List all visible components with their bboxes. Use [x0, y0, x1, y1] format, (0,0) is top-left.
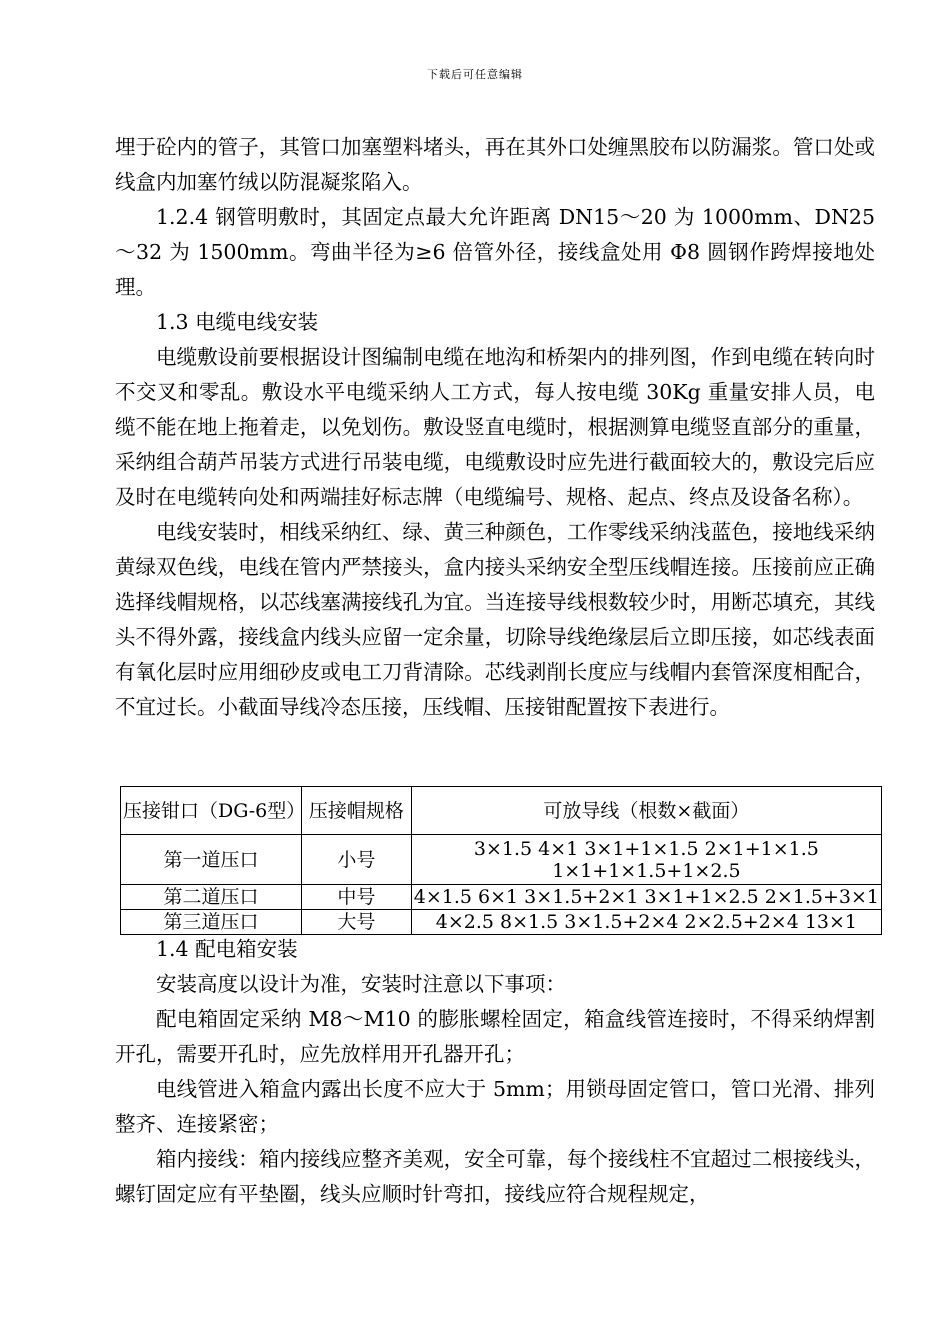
paragraph: 电线安装时，相线采纳红、绿、黄三种颜色，工作零线采纳浅蓝色，接地线采纳黄绿双色线，电线在管内严禁接头，盒内接头采纳安全型压线帽连接。压接前应正确选择线帽规格，以芯线塞满接线孔为宜。当连接导线根数较少时，用断芯填充，其线头不得外露，接线盒内线头应留一定余量，切除导线绝缘层后立即压接，如芯线表面有氧化层时应用细砂皮或电工刀背清除。芯线剥削长度应与线帽内套管深度相配合，不宜过长。小截面导线冷态压接，压线帽、压接钳配置按下表进行。: [115, 520, 875, 719]
table-cell: 4×2.5 8×1.5 3×1.5+2×4 2×2.5+2×4 13×1: [411, 910, 881, 935]
paragraph: 安装高度以设计为准，安装时注意以下事项：: [156, 972, 566, 996]
table-cell: 中号: [301, 885, 411, 910]
table-cell: 第一道压口: [121, 835, 302, 885]
table-cell: 4×1.5 6×1 3×1.5+2×1 3×1+1×2.5 2×1.5+3×1: [411, 885, 881, 910]
table-header-cell: 可放导线（根数×截面）: [411, 787, 881, 835]
table-cell: 第二道压口: [121, 885, 302, 910]
body-text-bottom: [115, 932, 875, 1212]
section-heading: 1.3 电缆电线安装: [156, 310, 319, 334]
paragraph: 箱内接线：箱内接线应整齐美观，安全可靠，每个接线柱不宜超过二根接线头，螺钉固定应有平垫圈，线头应顺时针弯扣，接线应符合规程规定，: [115, 1147, 875, 1206]
table-cell: 大号: [301, 910, 411, 935]
paragraph: 电线管进入箱盒内露出长度不应大于 5mm；用锁母固定管口，管口光滑、排列整齐、连接紧密；: [115, 1077, 875, 1136]
table-header-cell: 压接钳口（DG-6型）: [121, 787, 302, 835]
body-text-top: [115, 130, 875, 725]
table-cell-line: 1×1+1×1.5+1×2.5: [552, 859, 741, 882]
paragraph: 埋于砼内的管子，其管口加塞塑料堵头，再在其外口处缠黑胶布以防漏浆。管口处或线盒内加塞竹绒以防混凝浆陷入。: [115, 135, 875, 194]
paragraph: 电缆敷设前要根据设计图编制电缆在地沟和桥架内的排列图，作到电缆在转向时不交叉和零乱。敷设水平电缆采纳人工方式，每人按电缆 30Kg 重量安排人员，电缆不能在地上拖着走，以免划伤。敷设竖直电缆时，根据测算电缆竖直部分的重量，采纳组合葫芦吊装方式进行吊装电缆，电缆敷设时应先进行截面较大的，敷设完后应及时在电缆转向处和两端挂好标志牌（电缆编号、规格、起点、终点及设备名称）。: [115, 345, 875, 509]
table-row: [121, 885, 882, 910]
table-row: [121, 835, 882, 885]
table-header-row: [121, 787, 882, 835]
table-row: [121, 910, 882, 935]
table-cell: 第三道压口: [121, 910, 302, 935]
crimp-table: [120, 786, 882, 935]
page-header: 下载后可任意编辑: [427, 68, 523, 81]
table-cell-line: 3×1.5 4×1 3×1+1×1.5 2×1+1×1.5: [473, 837, 819, 860]
paragraph: 配电箱固定采纳 M8～M10 的膨胀螺栓固定，箱盒线管连接时，不得采纳焊割开孔，需要开孔时，应先放样用开孔器开孔；: [115, 1007, 875, 1066]
table-cell: [411, 835, 881, 885]
paragraph: 1.2.4 钢管明敷时，其固定点最大允许距离 DN15～20 为 1000mm、DN25～32 为 1500mm。弯曲半径为≥6 倍管外径，接线盒处用 Φ8 圆钢作跨焊接地处理。: [115, 205, 875, 299]
section-heading: 1.4 配电箱安装: [156, 937, 298, 961]
table-cell: 小号: [301, 835, 411, 885]
table-header-cell: 压接帽规格: [301, 787, 411, 835]
